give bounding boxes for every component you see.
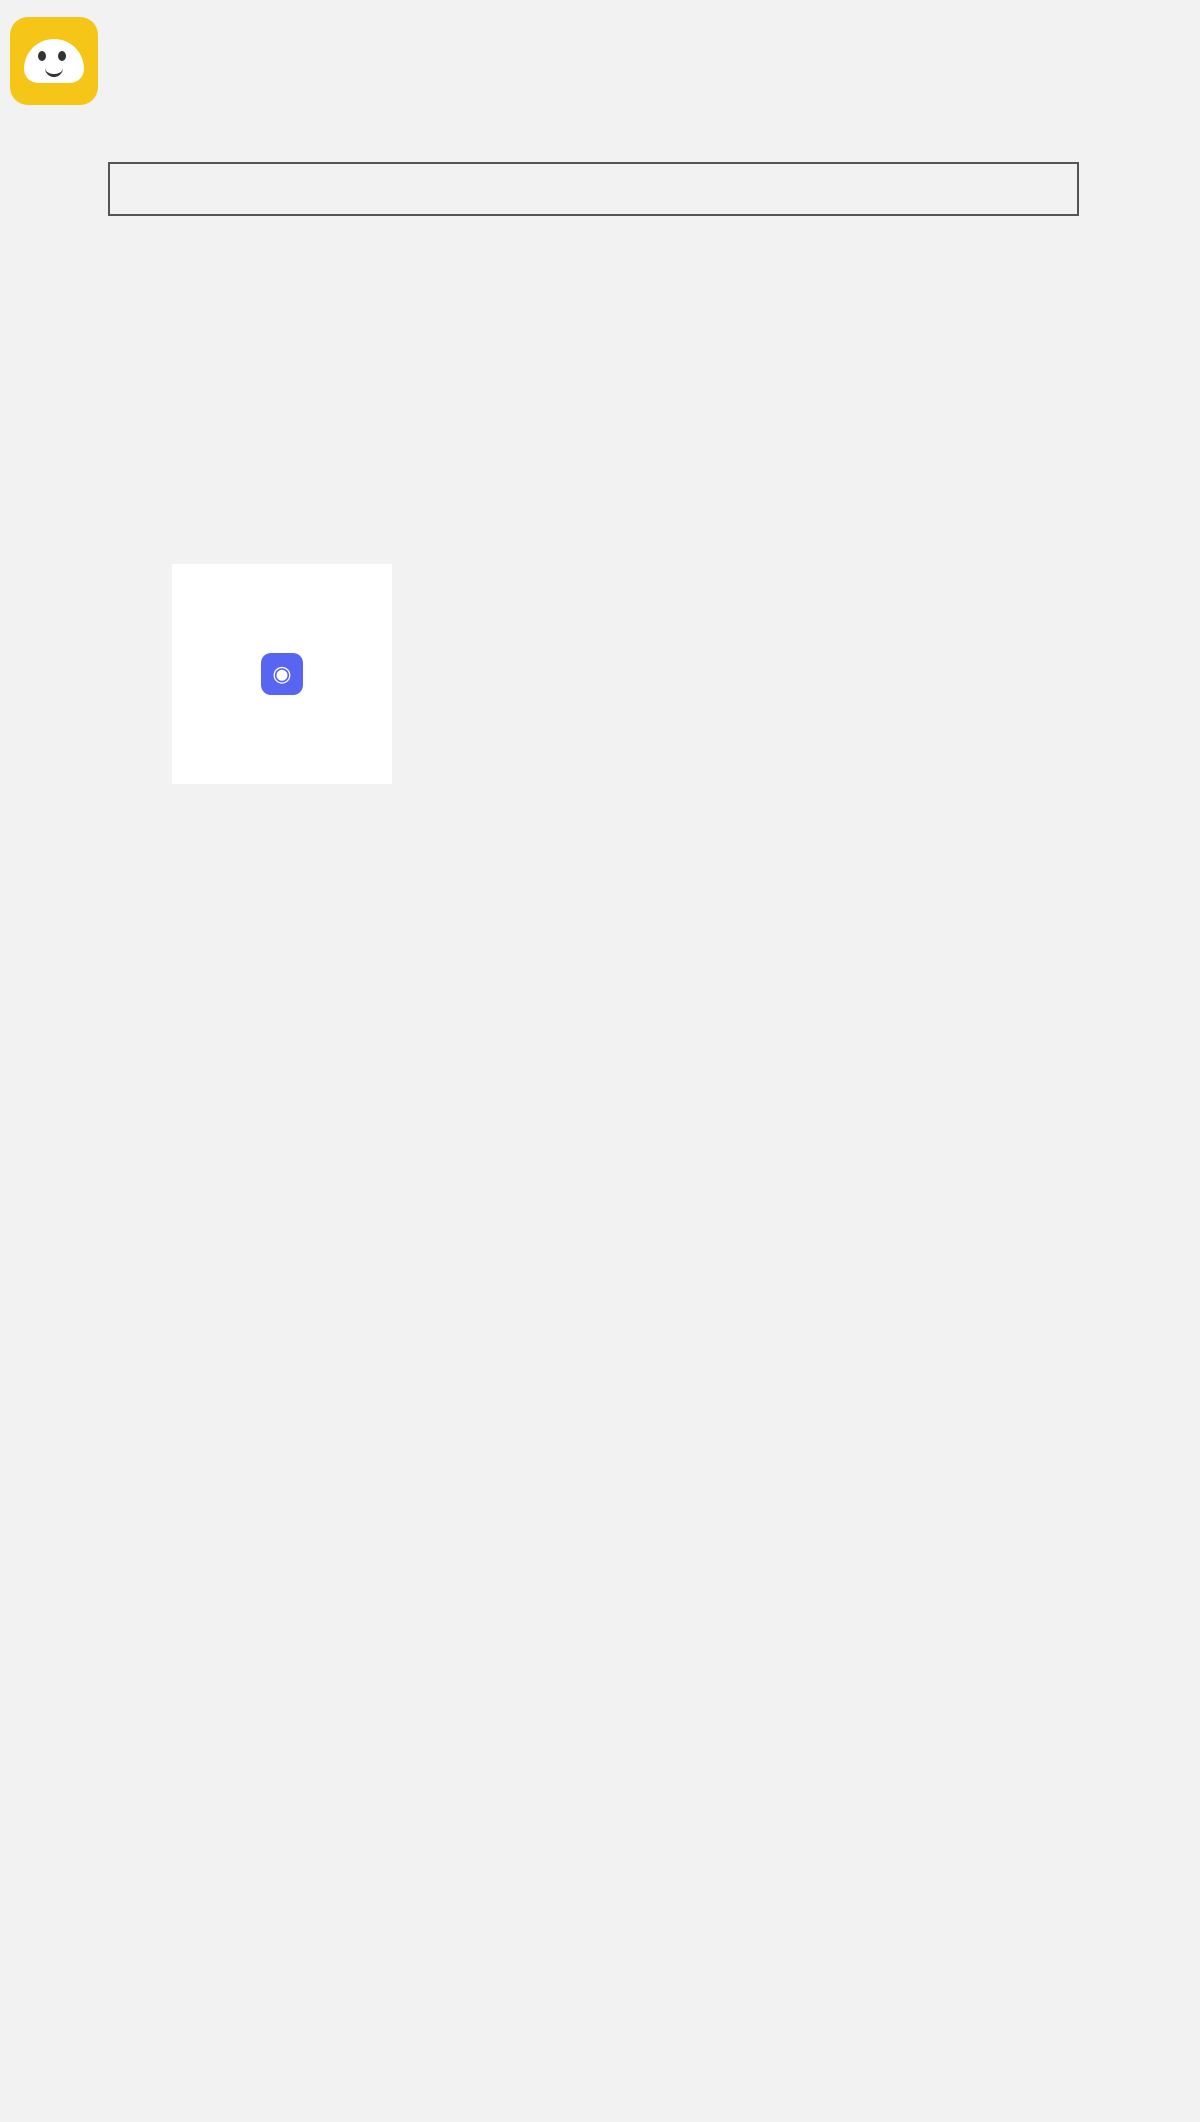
site-logo[interactable]: [10, 8, 330, 113]
discord-icon: ◉: [261, 653, 303, 695]
discord-qr-code[interactable]: [172, 564, 392, 784]
completed-list-frame: [108, 162, 1079, 216]
footer-section: [0, 234, 1200, 874]
ascii-banner: [390, 6, 810, 98]
baozi-bun-icon: [10, 17, 98, 105]
discord-blurb: [100, 344, 570, 354]
page-header: [0, 0, 1200, 150]
list-heading: [110, 180, 1077, 200]
completed-list-wrapper: [0, 162, 1105, 216]
